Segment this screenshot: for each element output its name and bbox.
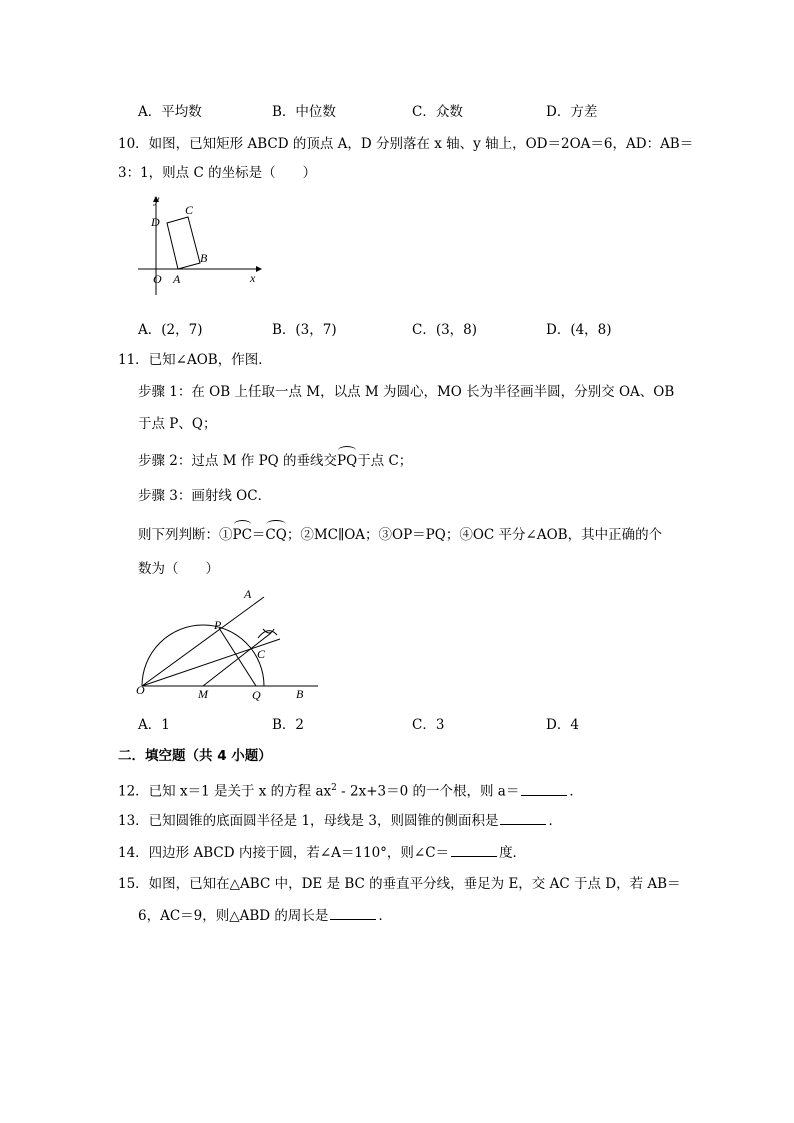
q13-answer-blank[interactable] (500, 810, 546, 825)
q14-answer-blank[interactable] (451, 842, 497, 857)
q11-figure (130, 585, 330, 705)
q10-label-a: A (173, 272, 181, 286)
q11-step1-line1: 步骤 1：在 OB 上任取一点 M，以点 M 为圆心，MO 长为半径画半圆，分别交 OA、OB (138, 384, 675, 400)
q10-label-d: D (151, 215, 160, 229)
q15-answer-blank[interactable] (330, 905, 376, 920)
q11-option-c: C．3 (412, 717, 445, 733)
q11-label-o: O (136, 683, 145, 697)
q14-pre: 14．四边形 ABCD 内接于圆，若∠A＝110°，则∠C＝ (118, 845, 450, 861)
q12-post: ． (569, 783, 583, 800)
q9-option-a: A．平均数 (138, 104, 202, 120)
q10-label-x: x (250, 271, 256, 285)
q11-label-b: B (296, 687, 304, 701)
q15-text-line1: 15．如图，已知在△ABC 中，DE 是 BC 的垂直平分线，垂足为 E，交 AC 于点 D，若 AB＝ (118, 876, 681, 892)
q11-step2 (138, 451, 412, 471)
q11-judge-arc-pc: PC (232, 527, 252, 543)
q12-pre: 12．已知 x＝1 是关于 x 的方程 ax (118, 783, 332, 800)
section-heading-fill-in: 二．填空题（共 4 小题） (118, 748, 272, 764)
q9-option-c: C．众数 (412, 104, 463, 120)
q11-option-d: D．4 (546, 717, 579, 733)
q10-text-line1: 10．如图，已知矩形 ABCD 的顶点 A，D 分别落在 x 轴、y 轴上，OD＝2OA＝6，AD：AB＝ (118, 136, 694, 152)
q11-judge-arc-cq: CQ (265, 527, 287, 543)
q11-judge-post: ；②MC∥OA；③OP＝PQ；④OC 平分∠AOB，其中正确的个 (286, 527, 663, 543)
q10-label-y: y (154, 192, 160, 206)
q10-option-d: D．(4，8) (546, 322, 612, 338)
q11-step1-line2: 于点 P、Q； (138, 416, 217, 432)
q11-option-a: A．1 (138, 717, 170, 733)
q11-label-a: A (244, 587, 252, 601)
q11-option-b: B．2 (272, 717, 305, 733)
q11-judge-line2: 数为（ ） (138, 561, 219, 577)
q11-label-p: P (214, 618, 222, 632)
q15-post: ． (378, 908, 392, 924)
q9-option-b: B．中位数 (272, 104, 336, 120)
q13-post: ． (548, 813, 562, 829)
q10-option-a: A．(2，7) (138, 322, 203, 338)
q11-label-c: C (257, 647, 266, 661)
q10-label-b: B (200, 251, 208, 265)
q12-answer-blank[interactable] (521, 781, 567, 796)
q15-pre: 6，AC＝9，则△ABD 的周长是 (138, 908, 329, 924)
q10-label-c: C (185, 203, 194, 217)
q12-text (118, 778, 583, 802)
q11-step2-post: 于点 C； (357, 453, 413, 469)
q12-sup: 2 (331, 783, 337, 793)
q11-step2-pre: 步骤 2：过点 M 作 PQ 的垂线交 (138, 453, 338, 469)
q14-text (118, 842, 526, 863)
q10-text-line2: 3：1，则点 C 的坐标是（ ） (118, 165, 317, 181)
q11-text-line1: 11．已知∠AOB，作图． (118, 352, 272, 368)
q11-label-q: Q (252, 688, 261, 702)
q11-step2-arc-pq: PQ (337, 453, 358, 469)
q11-step3: 步骤 3：画射线 OC． (138, 488, 272, 504)
q11-judge-line1 (138, 525, 662, 545)
q13-text (118, 810, 562, 831)
q10-option-b: B．(3，7) (272, 322, 337, 338)
q13-pre: 13．已知圆锥的底面圆半径是 1，母线是 3，则圆锥的侧面积是 (118, 813, 499, 829)
q10-label-o: O (153, 272, 162, 286)
q15-text-line2 (138, 905, 392, 926)
q10-option-c: C．(3，8) (412, 322, 478, 338)
q14-post: 度． (499, 845, 527, 861)
q11-judge-pre: 则下列判断：① (138, 527, 233, 543)
q12-mid: - 2x+3＝0 的一个根，则 a＝ (336, 783, 520, 800)
q10-figure (132, 190, 272, 300)
q9-option-d: D．方差 (546, 104, 598, 120)
q11-judge-eq: ＝ (251, 527, 266, 543)
q11-label-m: M (198, 687, 208, 701)
